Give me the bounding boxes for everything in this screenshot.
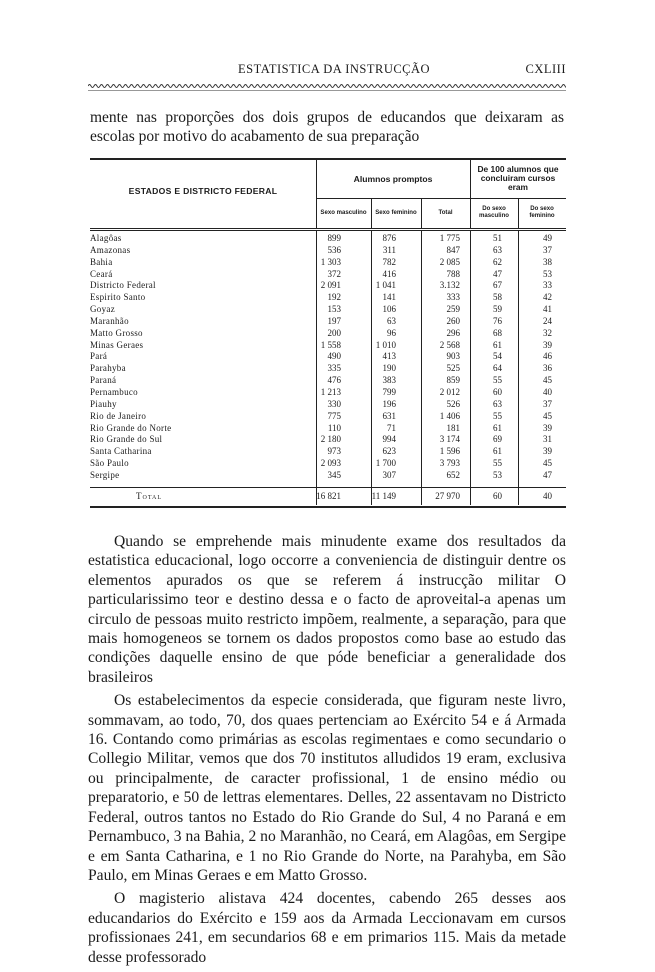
row-pct-masc: 67 xyxy=(493,280,502,291)
row-pct-fem: 39 xyxy=(543,339,552,350)
row-estado: Districto Federal xyxy=(90,280,156,291)
header-bottom-rule-2 xyxy=(90,230,566,231)
row-pct-fem: 40 xyxy=(543,386,552,397)
row-pct-masc: 55 xyxy=(493,375,502,386)
row-fem: 416 xyxy=(382,268,396,279)
row-pct-masc: 60 xyxy=(493,386,502,397)
row-estado: Parahyba xyxy=(90,363,126,374)
row-fem: 71 xyxy=(387,422,396,433)
paragraph: O magisterio alistava 424 docentes, cabendo 265 desses aos educandarios do Exército e 159 aos da Armada Leccionavam em cursos profissionaes 241, em secundarios 68 e em primarios 115. Mais da metade desse professorado xyxy=(88,890,566,966)
row-masc: 335 xyxy=(327,363,341,374)
table-row xyxy=(90,233,566,245)
row-masc: 2 180 xyxy=(320,434,341,445)
row-masc: 536 xyxy=(327,244,341,255)
table-row xyxy=(90,304,566,316)
table-row xyxy=(90,292,566,304)
header-bottom-rule xyxy=(90,228,566,229)
table-row xyxy=(90,423,566,435)
row-fem: 413 xyxy=(382,351,396,362)
row-estado: Espirito Santo xyxy=(90,292,146,303)
row-masc: 476 xyxy=(327,375,341,386)
wavy-rule xyxy=(88,82,566,92)
row-pct-fem: 45 xyxy=(543,375,552,386)
table-row xyxy=(90,458,566,470)
row-pct-masc: 59 xyxy=(493,304,502,315)
row-fem: 141 xyxy=(382,292,396,303)
row-pct-masc: 53 xyxy=(493,469,502,480)
row-total: 260 xyxy=(446,315,460,326)
row-estado: Rio de Janeiro xyxy=(90,410,147,421)
row-pct-fem: 32 xyxy=(543,327,552,338)
row-masc: 197 xyxy=(327,315,341,326)
row-estado: Matto Grosso xyxy=(90,327,143,338)
table-row xyxy=(90,399,566,411)
row-pct-fem: 38 xyxy=(543,256,552,267)
row-fem: 799 xyxy=(382,386,396,397)
row-pct-masc: 63 xyxy=(493,398,502,409)
row-pct-fem: 36 xyxy=(543,363,552,374)
row-masc: 1 213 xyxy=(320,386,341,397)
row-pct-fem: 42 xyxy=(543,292,552,303)
row-fem: 631 xyxy=(382,410,396,421)
total-fem: 11 149 xyxy=(371,491,396,501)
running-title: ESTATISTICA DA INSTRUCÇÃO xyxy=(238,62,431,76)
row-fem: 106 xyxy=(382,304,396,315)
row-total: 3 793 xyxy=(439,458,460,469)
row-estado: Sergipe xyxy=(90,469,120,480)
row-estado: Maranhão xyxy=(90,315,129,326)
row-fem: 782 xyxy=(382,256,396,267)
row-fem: 1 010 xyxy=(375,339,396,350)
row-pct-masc: 63 xyxy=(493,244,502,255)
row-total: 903 xyxy=(446,351,460,362)
row-pct-masc: 62 xyxy=(493,256,502,267)
row-masc: 490 xyxy=(327,351,341,362)
row-estado: Ceará xyxy=(90,268,113,279)
row-total: 2 085 xyxy=(439,256,460,267)
table-total-row xyxy=(90,489,566,503)
row-fem: 383 xyxy=(382,375,396,386)
row-fem: 307 xyxy=(382,469,396,480)
row-masc: 192 xyxy=(327,292,341,303)
row-pct-masc: 69 xyxy=(493,434,502,445)
paragraph: Os estabelecimentos da especie considerada, que figuram neste livro, sommavam, ao todo, 70, dos quaes pertenciam ao Exército 54 e á Armada 16. Contando como primárias as escolas regimentaes e como secundario o Collegio Militar, vemos que dos 70 institutos alludidos 19 eram, exclusiva ou principalmente, de caracter profissional, 1 de ensino médio ou preparatorio, e 50 de lettras elementares. Delles, 22 assentavam no Districto Federal, outros tantos no Estado do Rio Grande do Sul, 4 no Paraná e em Pernambuco, 3 na Bahia, 2 no Maranhão, no Ceará, em Alagôas, em Sergipe e em Santa Catharina, e 1 no Rio Grande do Norte, na Parahyba, em São Paulo, em Minas Geraes e em Matto Grosso. xyxy=(88,692,566,884)
table-bottom-rule xyxy=(90,506,566,508)
row-total: 788 xyxy=(446,268,460,279)
table-row xyxy=(90,470,566,482)
row-masc: 153 xyxy=(327,304,341,315)
row-total: 859 xyxy=(446,375,460,386)
row-pct-fem: 46 xyxy=(543,351,552,362)
row-pct-fem: 31 xyxy=(543,434,552,445)
row-pct-masc: 61 xyxy=(493,446,502,457)
table-row xyxy=(90,434,566,446)
table-top-rule xyxy=(90,158,566,160)
row-total: 259 xyxy=(446,304,460,315)
row-estado: Goyaz xyxy=(90,304,115,315)
subheader-sexo-masculino: Sexo masculino xyxy=(320,208,367,216)
row-masc: 1 303 xyxy=(320,256,341,267)
row-pct-masc: 58 xyxy=(493,292,502,303)
row-fem: 311 xyxy=(382,244,396,255)
row-pct-fem: 39 xyxy=(543,446,552,457)
table-row xyxy=(90,446,566,458)
row-pct-masc: 51 xyxy=(493,233,502,243)
header-estados: ESTADOS E DISTRICTO FEDERAL xyxy=(128,186,278,196)
row-pct-fem: 39 xyxy=(543,422,552,433)
col-divider xyxy=(371,198,372,228)
table-row xyxy=(90,340,566,352)
col-divider xyxy=(518,198,519,228)
row-total: 181 xyxy=(446,422,460,433)
row-pct-fem: 45 xyxy=(543,458,552,469)
page-number: CXLIII xyxy=(525,62,566,76)
row-pct-masc: 55 xyxy=(493,458,502,469)
table-row xyxy=(90,257,566,269)
table-row xyxy=(90,280,566,292)
row-pct-fem: 47 xyxy=(543,469,552,480)
row-estado: Rio Grande do Sul xyxy=(90,434,163,445)
row-estado: Pernambuco xyxy=(90,386,138,397)
body-text xyxy=(88,532,566,967)
row-masc: 345 xyxy=(327,469,341,480)
total-label: Total xyxy=(136,491,163,501)
row-masc: 2 093 xyxy=(320,458,341,469)
row-masc: 372 xyxy=(327,268,341,279)
paragraph: Quando se emprehende mais minudente exame dos resultados da estatistica educacional, logo occorre a conveniencia de distinguir dentre os elementos apurados os que se referem á instrucção militar O particularissimo teor e destino dessa e o facto de aproveital-a apenas um circulo de pessoas muito restricto impõem, realmente, a separação, para que mais homogeneos se tornem os dados propostos como base ao estudo das condições daquelle ensino de que póde beneficiar a generalidade dos brasileiros xyxy=(88,533,566,686)
row-total: 3 174 xyxy=(439,434,460,445)
row-pct-fem: 37 xyxy=(543,398,552,409)
row-masc: 330 xyxy=(327,398,341,409)
subheader-rule xyxy=(316,198,566,199)
row-pct-masc: 54 xyxy=(493,351,502,362)
row-fem: 190 xyxy=(382,363,396,374)
row-pct-masc: 55 xyxy=(493,410,502,421)
row-estado: Rio Grande do Norte xyxy=(90,422,172,433)
row-pct-fem: 45 xyxy=(543,410,552,421)
row-fem: 876 xyxy=(382,233,396,243)
row-estado: São Paulo xyxy=(90,458,129,469)
row-total: 1 775 xyxy=(439,233,460,243)
row-pct-masc: 68 xyxy=(493,327,502,338)
header-alumnos-promptos: Alumnos promptos xyxy=(353,174,433,184)
row-pct-masc: 76 xyxy=(493,315,502,326)
row-masc: 2 091 xyxy=(320,280,341,291)
row-masc: 200 xyxy=(327,327,341,338)
row-estado: Minas Geraes xyxy=(90,339,144,350)
row-total: 333 xyxy=(446,292,460,303)
row-estado: Santa Catharina xyxy=(90,446,152,457)
row-total: 2 568 xyxy=(439,339,460,350)
row-fem: 994 xyxy=(382,434,396,445)
row-pct-masc: 47 xyxy=(493,268,502,279)
row-total: 296 xyxy=(446,327,460,338)
table-row xyxy=(90,316,566,328)
row-masc: 973 xyxy=(327,446,341,457)
running-header xyxy=(88,62,566,80)
subheader-total: Total xyxy=(438,208,453,216)
total-rule xyxy=(90,487,566,488)
table-row xyxy=(90,387,566,399)
row-estado: Bahia xyxy=(90,256,113,267)
total-pct-fem: 40 xyxy=(543,491,552,501)
row-fem: 63 xyxy=(387,315,396,326)
row-total: 652 xyxy=(446,469,460,480)
row-estado: Alagôas xyxy=(90,233,122,243)
row-estado: Piauhy xyxy=(90,398,117,409)
table-row xyxy=(90,328,566,340)
row-pct-masc: 61 xyxy=(493,422,502,433)
row-pct-fem: 33 xyxy=(543,280,552,291)
intro-paragraph: mente nas proporções dos dois grupos de educandos que deixaram as escolas por motivo do acabamento de sua preparação xyxy=(90,109,564,145)
col-divider xyxy=(316,160,317,228)
table-body xyxy=(90,233,566,482)
table-row xyxy=(90,351,566,363)
col-divider xyxy=(421,198,422,228)
row-masc: 1 558 xyxy=(320,339,341,350)
row-total: 3.132 xyxy=(439,280,460,291)
table-row xyxy=(90,375,566,387)
row-pct-fem: 49 xyxy=(543,233,552,243)
row-pct-fem: 41 xyxy=(543,304,552,315)
row-pct-fem: 53 xyxy=(543,268,552,279)
row-fem: 623 xyxy=(382,446,396,457)
row-fem: 196 xyxy=(382,398,396,409)
row-total: 1 406 xyxy=(439,410,460,421)
total-total: 27 970 xyxy=(435,491,460,501)
row-total: 525 xyxy=(446,363,460,374)
row-total: 847 xyxy=(446,244,460,255)
row-pct-fem: 24 xyxy=(543,315,552,326)
row-pct-masc: 64 xyxy=(493,363,502,374)
total-masc: 16 821 xyxy=(316,491,341,501)
row-estado: Pará xyxy=(90,351,108,362)
subheader-do-sexo-feminino: Do sexo feminino xyxy=(529,205,555,219)
table-row xyxy=(90,411,566,423)
total-pct-masc: 60 xyxy=(493,491,502,501)
row-total: 1 596 xyxy=(439,446,460,457)
row-fem: 96 xyxy=(387,327,396,338)
row-pct-fem: 37 xyxy=(543,244,552,255)
statistics-table xyxy=(90,158,566,510)
row-estado: Paraná xyxy=(90,375,117,386)
subheader-sexo-feminino: Sexo feminino xyxy=(375,208,417,216)
row-total: 526 xyxy=(446,398,460,409)
row-masc: 899 xyxy=(327,233,341,243)
table-row xyxy=(90,269,566,281)
table-row xyxy=(90,363,566,375)
row-fem: 1 041 xyxy=(375,280,396,291)
row-fem: 1 700 xyxy=(375,458,396,469)
row-masc: 775 xyxy=(327,410,341,421)
row-masc: 110 xyxy=(327,422,341,433)
header-concluiram: De 100 alumnos que concluiram cursos eram xyxy=(477,164,559,192)
row-total: 2 012 xyxy=(439,386,460,397)
subheader-do-sexo-masculino: Do sexo masculino xyxy=(478,205,510,219)
row-estado: Amazonas xyxy=(90,244,131,255)
table-row xyxy=(90,245,566,257)
row-pct-masc: 61 xyxy=(493,339,502,350)
